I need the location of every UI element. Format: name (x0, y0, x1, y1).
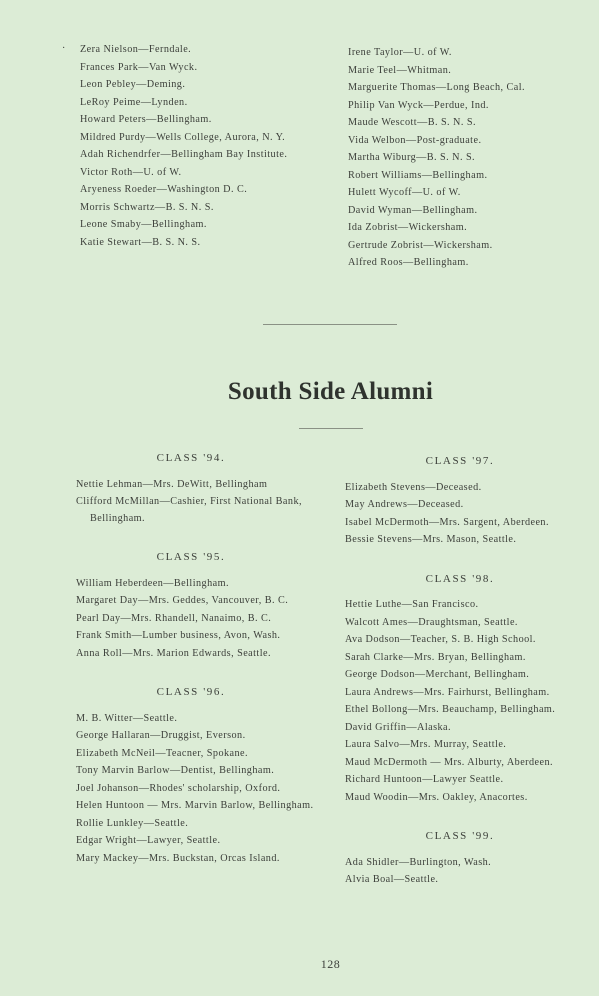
alumni-entry: Morris Schwartz—B. S. N. S. (80, 201, 214, 213)
alumni-entry: Elizabeth Stevens—Deceased. (345, 481, 482, 493)
class-95-block (76, 549, 314, 662)
alumni-entry: Ethel Bollong—Mrs. Beauchamp, Bellingham. (345, 704, 556, 715)
alumni-entry: Elizabeth McNeil—Teacner, Spokane. (76, 747, 249, 759)
class-94-title: CLASS '94. (156, 452, 226, 464)
alumni-entry: Laura Andrews—Mrs. Fairhurst, Bellingham. (345, 686, 550, 698)
alumni-entry: David Wyman—Bellingham. (348, 204, 478, 216)
alumni-entry: Joel Johanson—Rhodes' scholarship, Oxford. (76, 782, 281, 794)
alumni-entry: David Griffin—Alaska. (345, 721, 452, 733)
class-98-title: CLASS '98. (425, 572, 495, 585)
class-column-right (345, 453, 583, 911)
alumni-entry: Marguerite Thomas—Long Beach, Cal. (348, 82, 526, 93)
alumni-entry: Frances Park—Van Wyck. (80, 61, 198, 73)
section-heading: South Side Alumni (227, 378, 434, 405)
alumni-entry: Adah Richendrfer—Bellingham Bay Institute. (80, 149, 288, 160)
alumni-entry: Maud Woodin—Mrs. Oakley, Anacortes. (345, 791, 528, 803)
alumni-list-top-left (80, 42, 312, 252)
class-98-block (345, 571, 583, 807)
alumni-entry: Hettie Luthe—San Francisco. (345, 599, 479, 610)
alumni-entry: Frank Smith—Lumber business, Avon, Wash. (76, 630, 281, 641)
alumni-entry: George Hallaran—Druggist, Everson. (76, 730, 246, 741)
alumni-entry: Philip Van Wyck—Perdue, Ind. (348, 99, 489, 111)
alumni-entry: Pearl Day—Mrs. Rhandell, Nanaimo, B. C. (76, 612, 272, 624)
page-number: 128 (320, 957, 341, 971)
class-99-title: CLASS '99. (425, 830, 495, 842)
alumni-entry: May Andrews—Deceased. (345, 499, 464, 510)
alumni-entry: Gertrude Zobrist—Wickersham. (348, 239, 493, 251)
alumni-entry: Ada Shidler—Burlington, Wash. (345, 856, 492, 868)
class-96-block (76, 684, 314, 867)
alumni-entry: Marie Teel—Whitman. (348, 64, 452, 76)
alumni-entry: Laura Salvo—Mrs. Murray, Seattle. (345, 739, 507, 750)
alumni-entry: Martha Wiburg—B. S. N. S. (348, 152, 476, 163)
stray-mark: · (62, 43, 66, 54)
alumni-list-top-right (348, 45, 580, 273)
alumni-entry: Vida Welbon—Post-graduate. (348, 134, 482, 146)
class-95-entries (76, 576, 314, 663)
alumni-entry: M. B. Witter—Seattle. (76, 712, 178, 724)
heading-underline (299, 428, 363, 429)
alumni-entry: Anna Roll—Mrs. Marion Edwards, Seattle. (76, 647, 271, 659)
section-divider (263, 324, 397, 325)
alumni-entry: Sarah Clarke—Mrs. Bryan, Bellingham. (345, 651, 526, 663)
alumni-entry: Rollie Lunkley—Seattle. (76, 817, 189, 829)
alumni-entry: Howard Peters—Bellingham. (80, 114, 212, 125)
alumni-entry: Alvia Boal—Seattle. (345, 874, 439, 885)
alumni-entry: Mildred Purdy—Wells College, Aurora, N. Y. (80, 131, 286, 143)
alumni-entry: Ida Zobrist—Wickersham. (348, 222, 468, 233)
alumni-entry: Alfred Roos—Bellingham. (348, 257, 469, 268)
alumni-entry: Irene Taylor—U. of W. (348, 47, 452, 58)
alumni-entry: Victor Roth—U. of W. (80, 166, 182, 178)
alumni-entry: Helen Huntoon — Mrs. Marvin Barlow, Bellingham. (76, 800, 314, 811)
alumni-entry: Richard Huntoon—Lawyer Seattle. (345, 774, 504, 785)
alumni-entry: LeRoy Peime—Lynden. (80, 96, 188, 108)
class-98-entries (345, 597, 583, 806)
alumni-entry: Mary Mackey—Mrs. Buckstan, Orcas Island. (76, 852, 280, 864)
alumni-entry: Katie Stewart—B. S. N. S. (80, 236, 201, 248)
alumni-entry: Edgar Wright—Lawyer, Seattle. (76, 835, 221, 846)
class-94-entries (76, 477, 314, 528)
alumni-entry: Clifford McMillan—Cashier, First National Bank, Bellingham. (76, 496, 302, 524)
alumni-entry: Tony Marvin Barlow—Dentist, Bellingham. (76, 765, 275, 776)
class-96-entries (76, 711, 314, 868)
class-column-left (76, 450, 314, 889)
alumni-entry: Walcott Ames—Draughtsman, Seattle. (345, 616, 518, 628)
alumni-entry: Maude Wescott—B. S. N. S. (348, 117, 476, 128)
alumni-entry: Maud McDermoth — Mrs. Alburty, Aberdeen. (345, 756, 554, 768)
class-94-block (76, 450, 314, 527)
class-97-title: CLASS '97. (425, 455, 495, 467)
class-99-entries (345, 855, 583, 889)
alumni-entry: Zera Nielson—Ferndale. (80, 44, 192, 55)
alumni-entry: William Heberdeen—Bellingham. (76, 577, 229, 589)
class-96-title: CLASS '96. (156, 686, 226, 698)
class-95-title: CLASS '95. (156, 551, 226, 563)
alumni-entry: Leon Pebley—Deming. (80, 79, 186, 90)
alumni-entry: Hulett Wycoff—U. of W. (348, 187, 461, 198)
alumni-entry: George Dodson—Merchant, Bellingham. (345, 669, 530, 680)
alumni-entry: Margaret Day—Mrs. Geddes, Vancouver, B. C. (76, 595, 289, 606)
class-97-entries (345, 480, 583, 549)
alumni-entry: Bessie Stevens—Mrs. Mason, Seattle. (345, 534, 517, 545)
class-99-block (345, 828, 583, 889)
alumni-entry: Isabel McDermoth—Mrs. Sargent, Aberdeen. (345, 516, 549, 528)
alumni-entry: Ava Dodson—Teacher, S. B. High School. (345, 634, 536, 645)
alumni-entry: Aryeness Roeder—Washington D. C. (80, 184, 248, 195)
alumni-entry: Leone Smaby—Bellingham. (80, 219, 207, 230)
alumni-entry: Robert Williams—Bellingham. (348, 169, 488, 181)
alumni-entry: Nettie Lehman—Mrs. DeWitt, Bellingham (76, 478, 268, 490)
class-97-block (345, 453, 583, 549)
